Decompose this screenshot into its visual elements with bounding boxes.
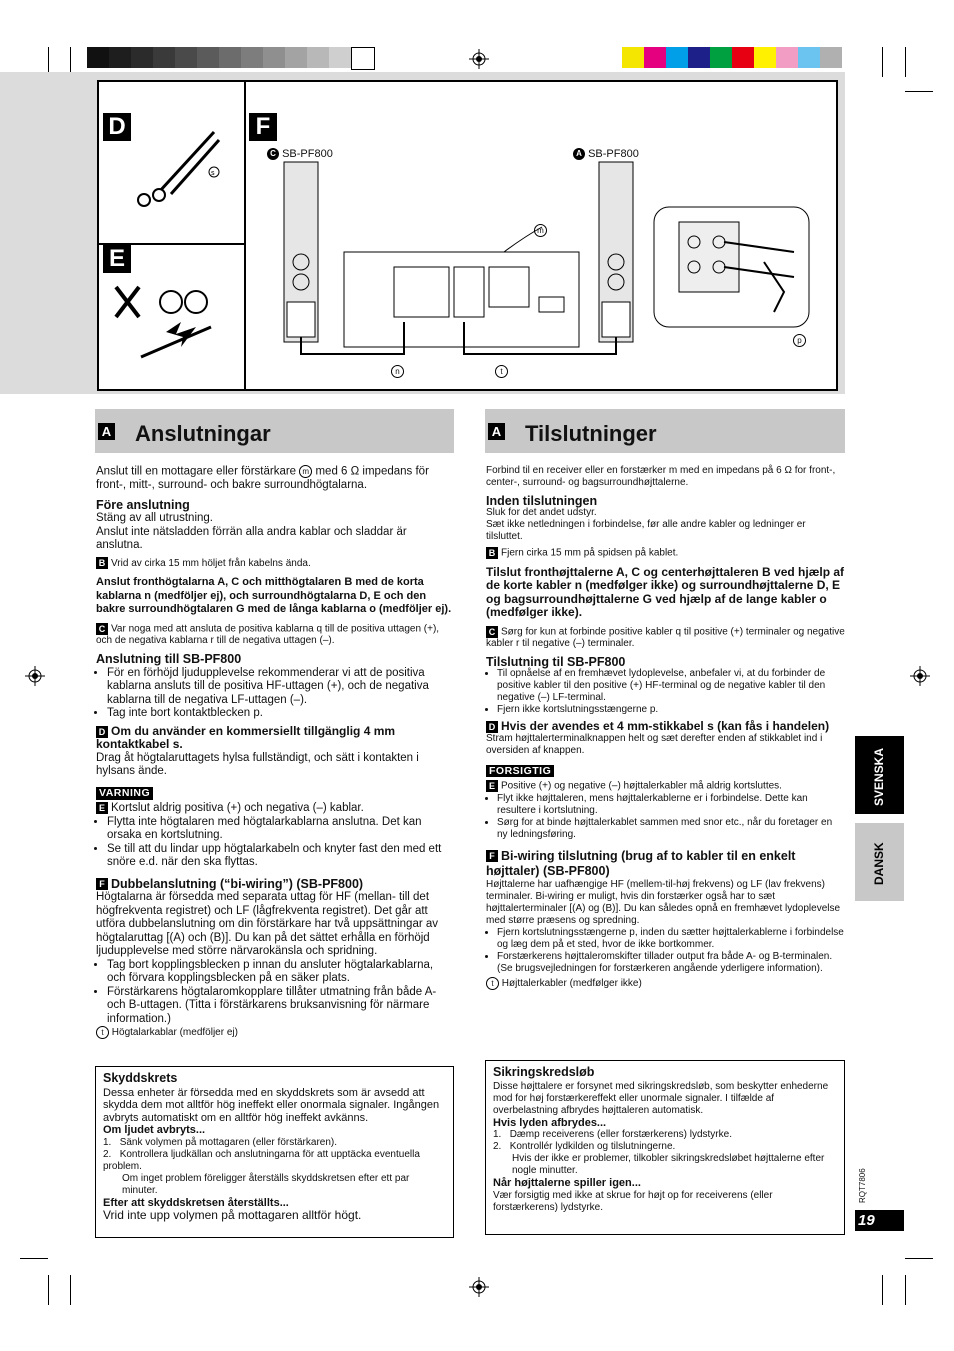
color-swatch	[754, 47, 776, 68]
gray-swatch	[219, 47, 241, 68]
crop-mark	[48, 1275, 49, 1305]
crop-mark	[905, 91, 933, 92]
color-swatch	[710, 47, 732, 68]
section-marker: A	[488, 423, 505, 440]
gray-swatch	[351, 47, 375, 70]
crop-mark	[70, 1275, 71, 1305]
svg-text:s: s	[211, 169, 215, 177]
label-m: m	[534, 222, 547, 240]
tab-dansk[interactable]: DANSK	[855, 823, 904, 901]
gray-swatch	[197, 47, 219, 68]
caution-label: FORSIGTIG	[486, 765, 554, 777]
section-header-swedish	[95, 409, 454, 453]
color-swatch	[798, 47, 820, 68]
gray-swatch	[329, 47, 351, 68]
gray-swatch	[263, 47, 285, 68]
warning-label: VARNING	[96, 787, 153, 801]
registration-mark-icon	[25, 666, 45, 686]
color-swatch	[644, 47, 666, 68]
registration-mark-icon	[910, 666, 930, 686]
gray-swatch	[307, 47, 329, 68]
page-number: 19	[855, 1210, 904, 1231]
color-swatch	[666, 47, 688, 68]
registration-mark-icon	[469, 1277, 489, 1297]
protection-circuit-box-swedish: Skyddskrets Dessa enheter är försedda med en skyddskrets som är avsedd att skydda dem mot alltför hög ineffekt eller onormala signaler. Ingången avbryts automatiskt om en alltför hög ineffekt avkänns. Om ljudet avbryts... 1. Sänk volymen på mottagaren (eller förstärkaren). 2. Kontrollera ljudkällan och anslutningarna för att upptäcka eventuella problem. Om inget problem föreligger återställs skyddskretsen efter ett par minuter. Efter att skyddskretsen återställts... Vrid inte upp volymen på mottagaren alltför högt.	[95, 1066, 454, 1238]
figure-letter-d: D	[103, 113, 131, 141]
plug-connector-illustration	[119, 122, 229, 207]
color-swatch	[622, 47, 644, 68]
figure-letter-f: F	[249, 113, 277, 141]
section-marker: A	[98, 423, 115, 440]
protection-circuit-box-danish: Sikringskredsløb Disse højttalere er forsynet med sikringskredsløb, som beskytter enhederne mod for høj forstærkereffekt eller unormale signaler. I tilfælde af overbelastning afbrydes højttaleren automatisk. Hvis lyden afbrydes... 1. Dæmp receiverens (eller forstærkerens) lydstyrke. 2. Kontrollér lydkilden og tilslutningerne. Hvis der ikke er problemer, tilkobler sikringskredsløbet højttalerne efter nogle minutter. Når højttalerne spiller igen... Vær forsigtig med ikke at skrue for højt op for receiverens (eller forstærkerens) lydstyrke.	[485, 1060, 845, 1235]
registration-mark-icon	[469, 49, 489, 69]
page-title: Tilslutninger	[525, 421, 657, 446]
label-p: p	[793, 332, 806, 350]
connection-figure	[97, 80, 838, 391]
crop-mark	[905, 47, 906, 77]
tab-svenska[interactable]: SVENSKA	[855, 736, 904, 814]
gray-swatch	[87, 47, 109, 68]
document-code: RQT7806	[858, 1168, 867, 1203]
crop-mark	[20, 1258, 48, 1259]
label-n: n	[391, 363, 404, 381]
figure-letter-e: E	[103, 245, 131, 273]
gray-swatch	[153, 47, 175, 68]
bi-wiring-diagram	[264, 142, 834, 387]
color-swatch	[732, 47, 754, 68]
gray-swatch	[241, 47, 263, 68]
gray-swatch	[109, 47, 131, 68]
gray-swatch	[131, 47, 153, 68]
color-swatch	[820, 47, 842, 68]
label-speaker-c: C SB-PF800	[267, 148, 333, 160]
label-t: t	[495, 363, 508, 381]
section-header-danish	[485, 409, 845, 453]
gray-swatch	[175, 47, 197, 68]
swedish-instructions: Anslut till en mottagare eller förstärkare m med 6 Ω impedans för front-, mitt-, surround- och bakre surroundhögtalarna. Före anslutning Stäng av all utrustning. Anslut inte nätsladden förrän alla andra kablar och sladdar är anslutna. B Vrid av cirka 15 mm höljet från kabelns ända. Anslut fronthögtalarna A, C och mitthögtalaren B med de korta kablarna n (medföljer ej), och surroundhögtalarna D, E och den bakre surroundhögtalaren G med de långa kablarna o (medföljer ej). C Var noga med att ansluta de positiva kablarna q till de positiva uttagen (+), och de negativa kablarna r till de negativa uttagen (–). Anslutning till SB-PF800 • För en förhöjd ljudupplevelse rekommenderar vi att de positiva kablarna ansluts till de positiva HF-uttagen (+), och de negativa kablarna till de negativa LF-uttagen (–). • Tag inte bort kontaktblecken p. D Om du använder en kommersiellt tillgänglig 4 mm kontaktkabel s. Drag åt högtalaruttagets hylsa fullständigt, och sätt i kontakten i hylsans ände. VARNING E Kortslut aldrig positiva (+) och negativa (–) kablar. • Flytta inte högtalaren med högtalarkablarna anslutna. Det kan orsaka en kortslutning. • Se till att du lindar upp högtalarkabeln och knyter fast den med ett snöre e.d. när den ska flyttas. F Dubbelanslutning (“bi-wiring”) (SB-PF800) Högtalarna är försedda med separata uttag för HF (mellan- till det högfrekventa registret) och LF (lågfrekventa registret). Det går att utföra dubbelanslutning om din förstärkare har två uppsättningar av högtalaruttag [(A) och (B)]. Du kan på det sättet erhålla en förhöjd ljudupplevelse med större närvarokänsla och spridning. • Tag bort kopplingsblecken p innan du ansluter högtalarkablarna, och förvara kopplingsblecken på en säker plats. • Förstärkarens högtalaromkopplare tillåter utmatning från både A- och B-uttagen. (Titta i förstärkarens bruksanvisning för närmare information.) t Högtalarkablar (medföljer ej)	[96, 465, 454, 1039]
crop-mark	[905, 1258, 933, 1259]
crop-mark	[882, 1275, 883, 1305]
page-title: Anslutningar	[135, 421, 271, 446]
color-swatch	[776, 47, 798, 68]
crop-mark	[882, 47, 883, 77]
label-speaker-a: A SB-PF800	[573, 148, 639, 160]
short-circuit-warning-illustration	[111, 272, 236, 362]
color-swatch	[688, 47, 710, 68]
crop-mark	[905, 1275, 906, 1305]
danish-instructions: Forbind til en receiver eller en forstærker m med en impedans på 6 Ω for front-, center-, surround- og bagsurroundhøjttalerne. Inden tilslutningen Sluk for det andet udstyr. Sæt ikke netledningen i forbindelse, før alle andre kabler og ledninger er tilsluttet. B Fjern cirka 15 mm på spidsen på kablet. Tilslut fronthøjttalerne A, C og centerhøjttaleren B ved hjælp af de korte kabler n (medfølger ikke) og surroundhøjttalerne D, E og bagsurroundhøjttalerne G ved hjælp af de lange kabler o (medfølger ikke). C Sørg for kun at forbinde positive kabler q til positive (+) terminaler og negative kabler r til negative (–) terminaler. Tilslutning til SB-PF800 • Til opnåelse af en fremhævet lydoplevelse, anbefaler vi, at du forbinder de positive kabler til den positive (+) HF-terminal og de negative kabler til den negative (–) LF-terminal. • Fjern ikke kortslutningsstængerne p. D Hvis der avendes et 4 mm-stikkabel s (kan fås i handelen) Stram højttalerterminalknappen helt og sæt derefter enden af stikkablet ind i oversiden af knappen. FORSIGTIG E Positive (+) og negative (–) højttalerkabler må aldrig kortsluttes. • Flyt ikke højttaleren, mens højttalerkablerne er i forbindelse. Dette kan resultere i kortslutning. • Sørg for at binde højttalerkablet sammen med snor etc., når du foretager en ny ledningsføring. F Bi-wiring tilslutning (brug af to kabler til en enkelt højttaler) (SB-PF800) Højttalerne har uafhængige HF (mellem-til-høj frekvens) og LF (lav frekvens) terminaler. Bi-wiring er muligt, hvis din forstærker også har to sæt højttalerterminaler [(A) og (B)]. Du kan således opnå en fremhævet lydoplevelse med større præsens og spredning. • Fjern kortslutningsstængerne p, inden du sætter højttalerkablerne i forbindelse og læg dem på et sted, hvor de ikke bortkommer. • Forstærkerens højttaleromskifter tillader output fra både A- og B-terminalen. (Se brugsvejledningen for forstærkeren angående yderligere information). t Højttalerkabler (medfølger ikke)	[486, 465, 845, 990]
gray-swatch	[285, 47, 307, 68]
